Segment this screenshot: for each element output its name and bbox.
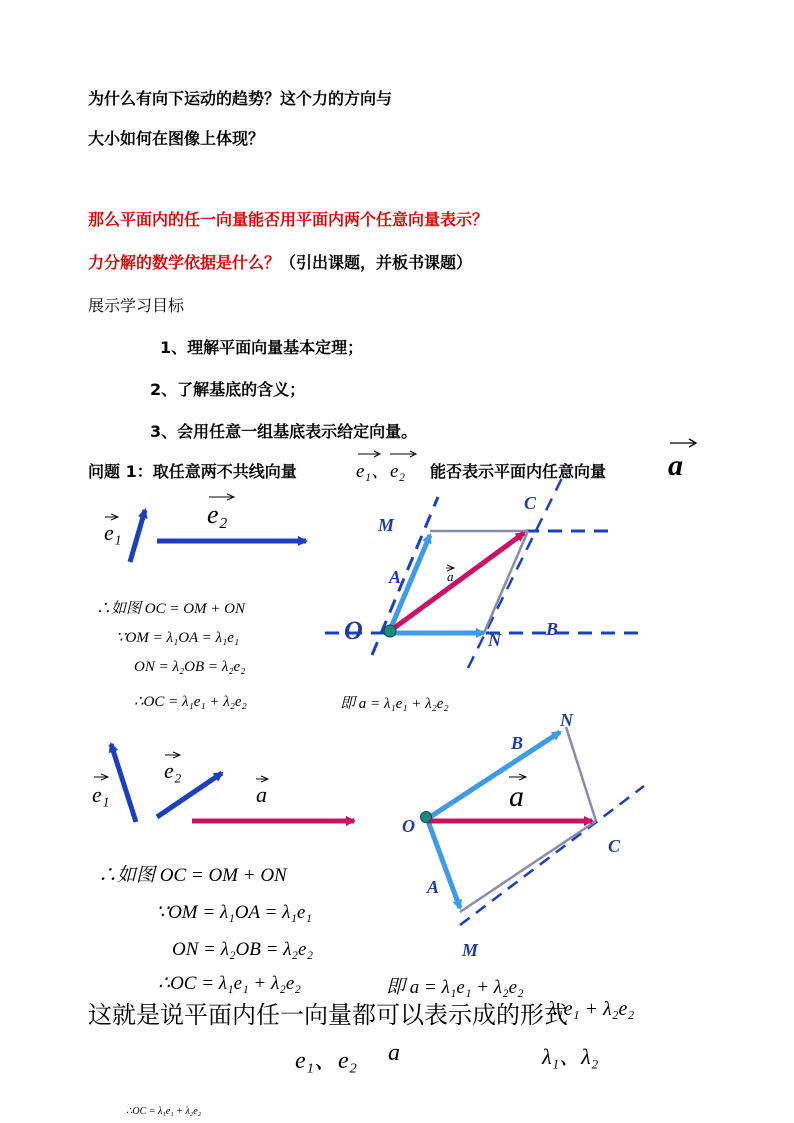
fig2-origin-point [421,812,432,823]
fig2-point-b-label: B [511,733,524,753]
vector-a-label: a [447,569,454,584]
footer-formula: ∴OC = λ₁e₁ + λ₂e₂ [126,1106,202,1117]
objective-item-3: 3、会用任意一组基底表示给定向量。 [150,422,418,441]
problem1-target: a [668,449,683,482]
question-red-1: 那么平面内的任一向量能否用平面内两个任意向量表示？ [88,210,489,229]
point-c-label: C [524,493,537,513]
fig1-proof-line-4: ∴OC = λ₁e₁ + λ₂e₂ [134,694,247,710]
point-a-label: A [389,567,402,587]
point-b-label: B [546,619,559,639]
e1-vector-label: e₁ [104,520,122,545]
fig2-edge-nc [566,727,596,821]
fig2-point-o-label: O [402,816,415,836]
fig2-a-left-label: a [256,782,267,807]
conclusion-text: 这就是说平面内任一向量都可以表示成的形式 [88,1001,568,1029]
fig2-e1-label: e₁ [92,782,110,807]
conclusion-pair: e₁、e₂ [295,1048,357,1074]
fig2-proof-line-2: ∵OM = λ₁OA = λ₁e₁ [156,902,312,923]
fig2-vector-a-label: a [509,780,524,813]
problem1-prefix: 问题 1：取任意两不共线向量 [88,462,297,481]
e1-vector-arrow [130,510,145,562]
fig1-result: 即 a = λ₁e₁ + λ₂e₂ [340,696,449,712]
intro-line-2: 大小如何在图像上体现？ [88,129,265,148]
problem1-pair: e₁、e₂ [356,461,406,482]
conclusion-formula: λ₁e₁ + λ₂e₂ [548,998,635,1020]
fig2-edge-mc [460,821,596,912]
question-red-2: 力分解的数学依据是什么？ [88,253,281,272]
e2-vector-label: e₂ [207,500,228,529]
objectives-heading: 展示学习目标 [88,296,185,315]
fig2-proof-line-3: ON = λ₂OB = λ₂e₂ [172,939,314,960]
fig2-point-m-label: M [462,940,479,960]
fig2-proof-line-4: ∴OC = λ₁e₁ + λ₂e₂ [158,973,301,994]
fig2-result: 即 a = λ₁e₁ + λ₂e₂ [386,977,524,998]
fig2-vector-on [430,732,560,817]
fig2-point-a-label: A [427,877,440,897]
fig2-e2-label: e₂ [164,758,182,783]
question-note: （引出课题，并板书课题） [280,253,473,272]
fig2-point-c-label: C [608,836,621,856]
conclusion-a: a [388,1040,400,1066]
fig2-proof-line-1: ∴如图 OC = OM + ON [98,865,287,886]
conclusion-lambdas: λ₁、λ₂ [542,1044,599,1069]
objective-item-2: 2、了解基底的含义； [150,380,306,399]
intro-line-1: 为什么有向下运动的趋势？这个力的方向与 [88,89,393,108]
problem1-middle: 能否表示平面内任意向量 [430,462,607,481]
origin-point [384,625,396,637]
fig2-e1-vector-arrow [111,744,136,822]
fig1-proof-line-1: ∴如图 OC = OM + ON [96,601,245,617]
point-n-label: N [488,630,501,650]
point-m-label: M [378,515,395,535]
fig1-proof-line-2: ∵OM = λ₁OA = λ₁e₁ [116,630,240,646]
fig2-point-n-label: N [560,710,573,730]
point-o-label: O [344,616,363,645]
objective-item-1: 1、理解平面向量基本定理； [160,338,364,357]
fig1-proof-line-3: ON = λ₂OB = λ₂e₂ [134,659,246,675]
